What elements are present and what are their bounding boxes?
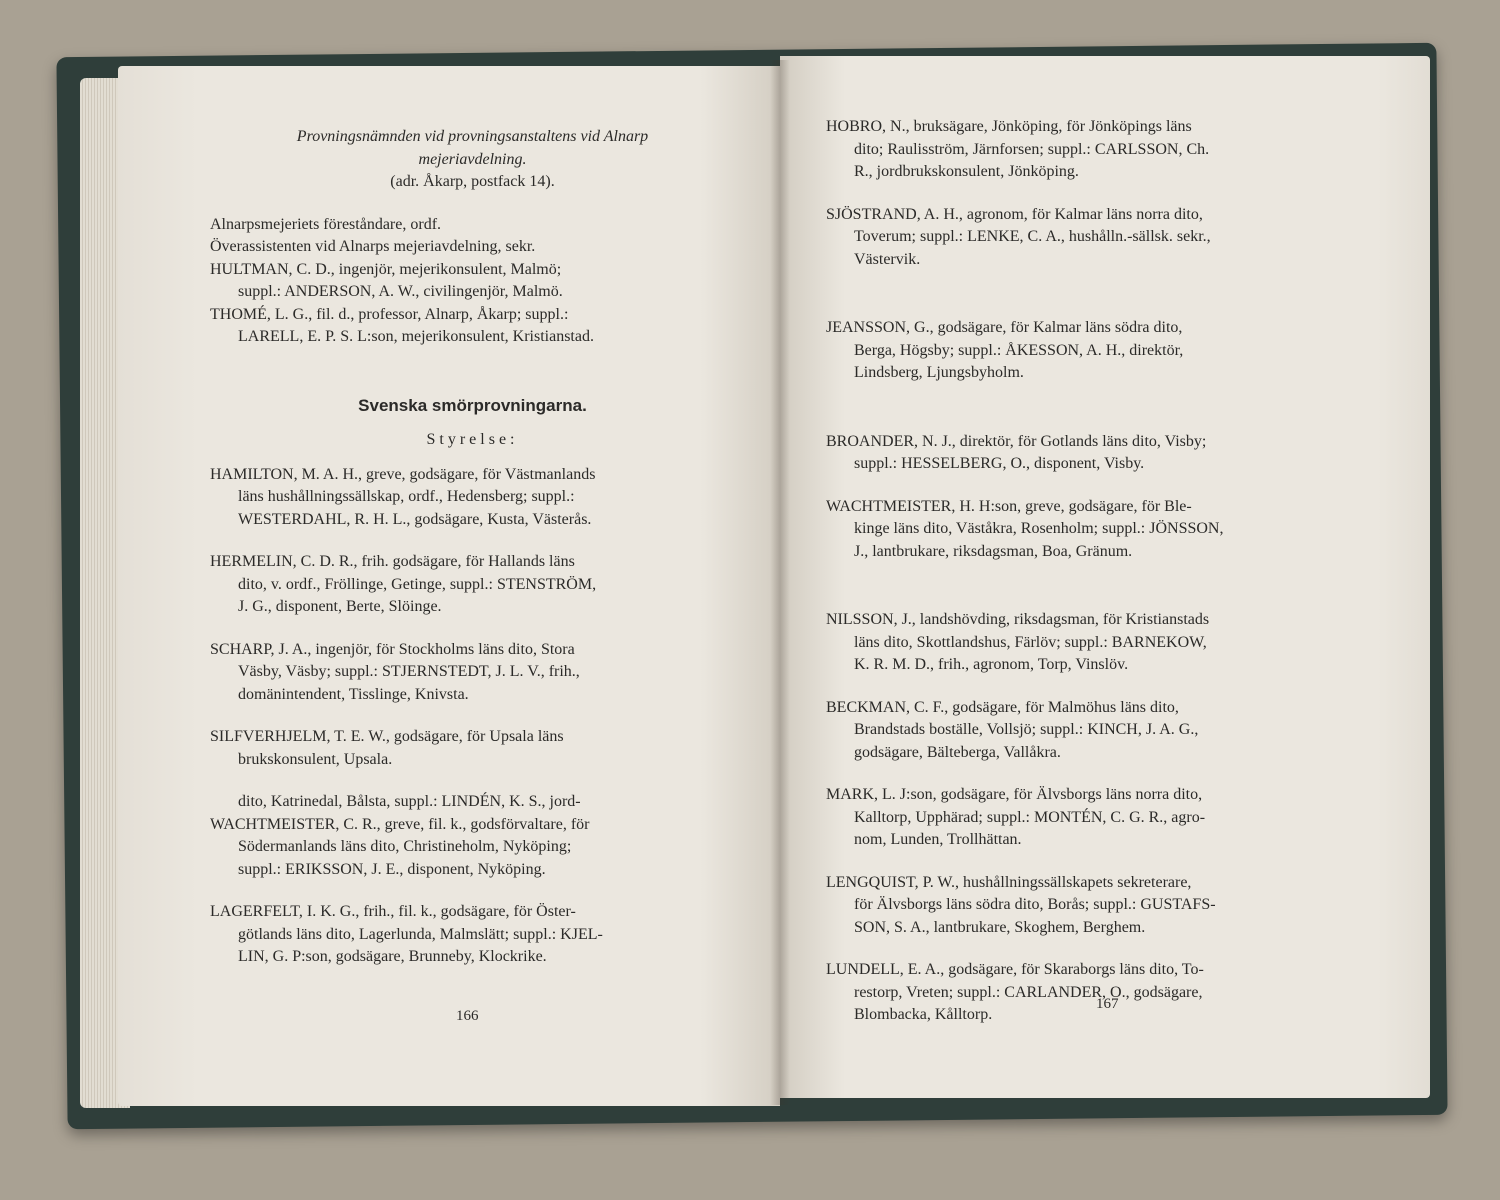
entry-line: Berga, Högsby; suppl.: ÅKESSON, A. H., direktör, — [854, 341, 1184, 359]
book-gutter — [770, 60, 790, 1105]
heading-line: mejeriavdelning. — [418, 150, 527, 168]
entry-line: Kalltorp, Upphärad; suppl.: MONTÉN, C. G. R., agro- — [854, 808, 1206, 826]
entry-wachtmeister-left — [210, 791, 735, 881]
entry-line: Västervik. — [854, 250, 921, 268]
entry-line: LAGERFELT, I. K. G., frih., fil. k., godsägare, för Öster- — [210, 903, 576, 920]
entry-line: MARK, L. J:son, godsägare, för Älvsborgs läns norra dito, — [826, 786, 1203, 803]
entry-line: brukskonsulent, Upsala. — [238, 750, 393, 768]
left-page-text — [210, 126, 735, 969]
entry-line: för Älvsborgs läns södra dito, Borås; suppl.: GUSTAFS- — [854, 896, 1216, 913]
entry-line: suppl.: ERIKSSON, J. E., disponent, Nyköping. — [238, 860, 546, 878]
entry-line: THOMÉ, L. G., fil. d., professor, Alnarp, Åkarp; suppl.: — [210, 305, 569, 323]
entry-line: Blombacka, Kålltorp. — [854, 1006, 993, 1023]
entry-line: läns dito, Skottlandshus, Färlöv; suppl.: BARNEKOW, — [854, 633, 1207, 651]
entry-line: domänintendent, Tisslinge, Knivsta. — [238, 685, 469, 703]
entry-line: Väsby, Väsby; suppl.: STJERNSTEDT, J. L. V., frih., — [238, 663, 580, 680]
intro-line: Alnarpsmejeriets föreståndare, ordf. — [210, 215, 442, 233]
entry-line: HERMELIN, C. D. R., frih. godsägare, för Hallands läns — [210, 553, 575, 570]
entry-line: Brandstads boställe, Vollsjö; suppl.: KINCH, J. A. G., — [854, 721, 1199, 738]
entry-line: godsägare, Bälteberga, Vallåkra. — [854, 743, 1061, 761]
entry-hultman — [210, 259, 735, 304]
entry-silfverhjelm — [210, 726, 735, 771]
entry-thome — [210, 304, 735, 349]
entry-line: nom, Lunden, Trollhättan. — [854, 831, 1022, 848]
entry-hamilton — [210, 464, 735, 532]
entry-mark — [826, 784, 1371, 852]
page-number-right: 167 — [1096, 996, 1119, 1012]
entry-line: kinge läns dito, Väståkra, Rosenholm; suppl.: JÖNSSON, — [854, 520, 1224, 537]
entry-line: dito, v. ordf., Fröllinge, Getinge, suppl.: STENSTRÖM, — [238, 575, 597, 593]
entry-line: HOBRO, N., bruksägare, Jönköping, för Jönköpings läns — [826, 118, 1192, 135]
entry-line: WESTERDAHL, R. H. L., godsägare, Kusta, Västerås. — [238, 510, 592, 528]
section-title: Svenska smörprovningarna. — [358, 395, 587, 415]
entry-line: JEANSSON, G., godsägare, för Kalmar läns södra dito, — [826, 319, 1183, 336]
entry-wachtmeister-right — [826, 496, 1371, 564]
entry-sjostrand — [826, 204, 1371, 272]
entry-line: K. R. M. D., frih., agronom, Torp, Vinslöv. — [854, 656, 1129, 673]
entry-line: J., lantbrukare, riksdagsman, Boa, Gränum. — [854, 542, 1133, 560]
entry-line: LIN, G. P:son, godsägare, Brunneby, Klockrike. — [238, 948, 547, 965]
entry-scharp — [210, 639, 735, 707]
entry-line: suppl.: ANDERSON, A. W., civilingenjör, Malmö. — [238, 283, 563, 300]
entry-nilsson — [826, 609, 1371, 677]
intro-line: Överassistenten vid Alnarps mejeriavdelning, sekr. — [210, 238, 536, 255]
entry-line: Toverum; suppl.: LENKE, C. A., hushålln.-sällsk. sekr., — [854, 228, 1211, 245]
entry-line: LENGQUIST, P. W., hushållningssällskapets sekreterare, — [826, 873, 1192, 891]
entry-line: HAMILTON, M. A. H., greve, godsägare, för Västmanlands — [210, 465, 596, 483]
entry-lundell — [826, 959, 1371, 1027]
entry-line: Lindsberg, Ljungsbyholm. — [854, 364, 1024, 381]
entry-line: WACHTMEISTER, H. H:son, greve, godsägare, för Ble- — [826, 497, 1192, 515]
styrelse-heading: Styrelse: — [426, 431, 519, 448]
entry-lagerfelt — [210, 901, 735, 969]
entry-broander — [826, 431, 1371, 476]
entry-line: SON, S. A., lantbrukare, Skoghem, Berghem. — [854, 918, 1146, 936]
entry-line: dito; Raulisström, Järnforsen; suppl.: CARLSSON, Ch. — [854, 140, 1210, 158]
entry-line: J. G., disponent, Berte, Slöinge. — [238, 598, 442, 615]
right-page-text — [826, 116, 1371, 1027]
entry-jeansson — [826, 317, 1371, 385]
entry-line: BROANDER, N. J., direktör, för Gotlands läns dito, Visby; — [826, 432, 1207, 450]
entry-line: restorp, Vreten; suppl.: CARLANDER, O., godsägare, — [854, 983, 1203, 1001]
address: (adr. Åkarp, postfack 14). — [390, 173, 555, 190]
entry-line: NILSSON, J., landshövding, riksdagsman, för Kristianstads — [826, 611, 1210, 628]
entry-hermelin — [210, 551, 735, 619]
entry-line: götlands läns dito, Lagerlunda, Malmslätt; suppl.: KJEL- — [238, 925, 603, 943]
entry-line: Södermanlands läns dito, Christineholm, Nyköping; — [238, 838, 572, 855]
entry-beckman — [826, 697, 1371, 765]
entry-line: BECKMAN, C. F., godsägare, för Malmöhus läns dito, — [826, 698, 1179, 716]
page-number-left: 166 — [456, 1008, 479, 1024]
entry-line: suppl.: HESSELBERG, O., disponent, Visby. — [854, 455, 1145, 472]
entry-hobro — [826, 116, 1371, 184]
entry-line: LUNDELL, E. A., godsägare, för Skaraborgs läns dito, To- — [826, 961, 1204, 978]
heading-line: Provningsnämnden vid provningsanstaltens vid Alnarp — [296, 128, 649, 145]
entry-line: läns hushållningssällskap, ordf., Hedensberg; suppl.: — [238, 488, 575, 505]
entry-line: SCHARP, J. A., ingenjör, för Stockholms läns dito, Stora — [210, 640, 575, 658]
entry-line: LARELL, E. P. S. L:son, mejerikonsulent, Kristianstad. — [238, 328, 594, 345]
entry-line: dito, Katrinedal, Bålsta, suppl.: LINDÉN, K. S., jord- — [238, 793, 581, 810]
entry-lengquist — [826, 872, 1371, 940]
entry-line: R., jordbrukskonsulent, Jönköping. — [854, 163, 1079, 180]
entry-line: SJÖSTRAND, A. H., agronom, för Kalmar läns norra dito, — [826, 205, 1203, 223]
entry-line: WACHTMEISTER, C. R., greve, fil. k., godsförvaltare, för — [210, 815, 590, 833]
entry-line: HULTMAN, C. D., ingenjör, mejerikonsulent, Malmö; — [210, 260, 562, 278]
entry-line: SILFVERHJELM, T. E. W., godsägare, för Upsala läns — [210, 728, 564, 745]
